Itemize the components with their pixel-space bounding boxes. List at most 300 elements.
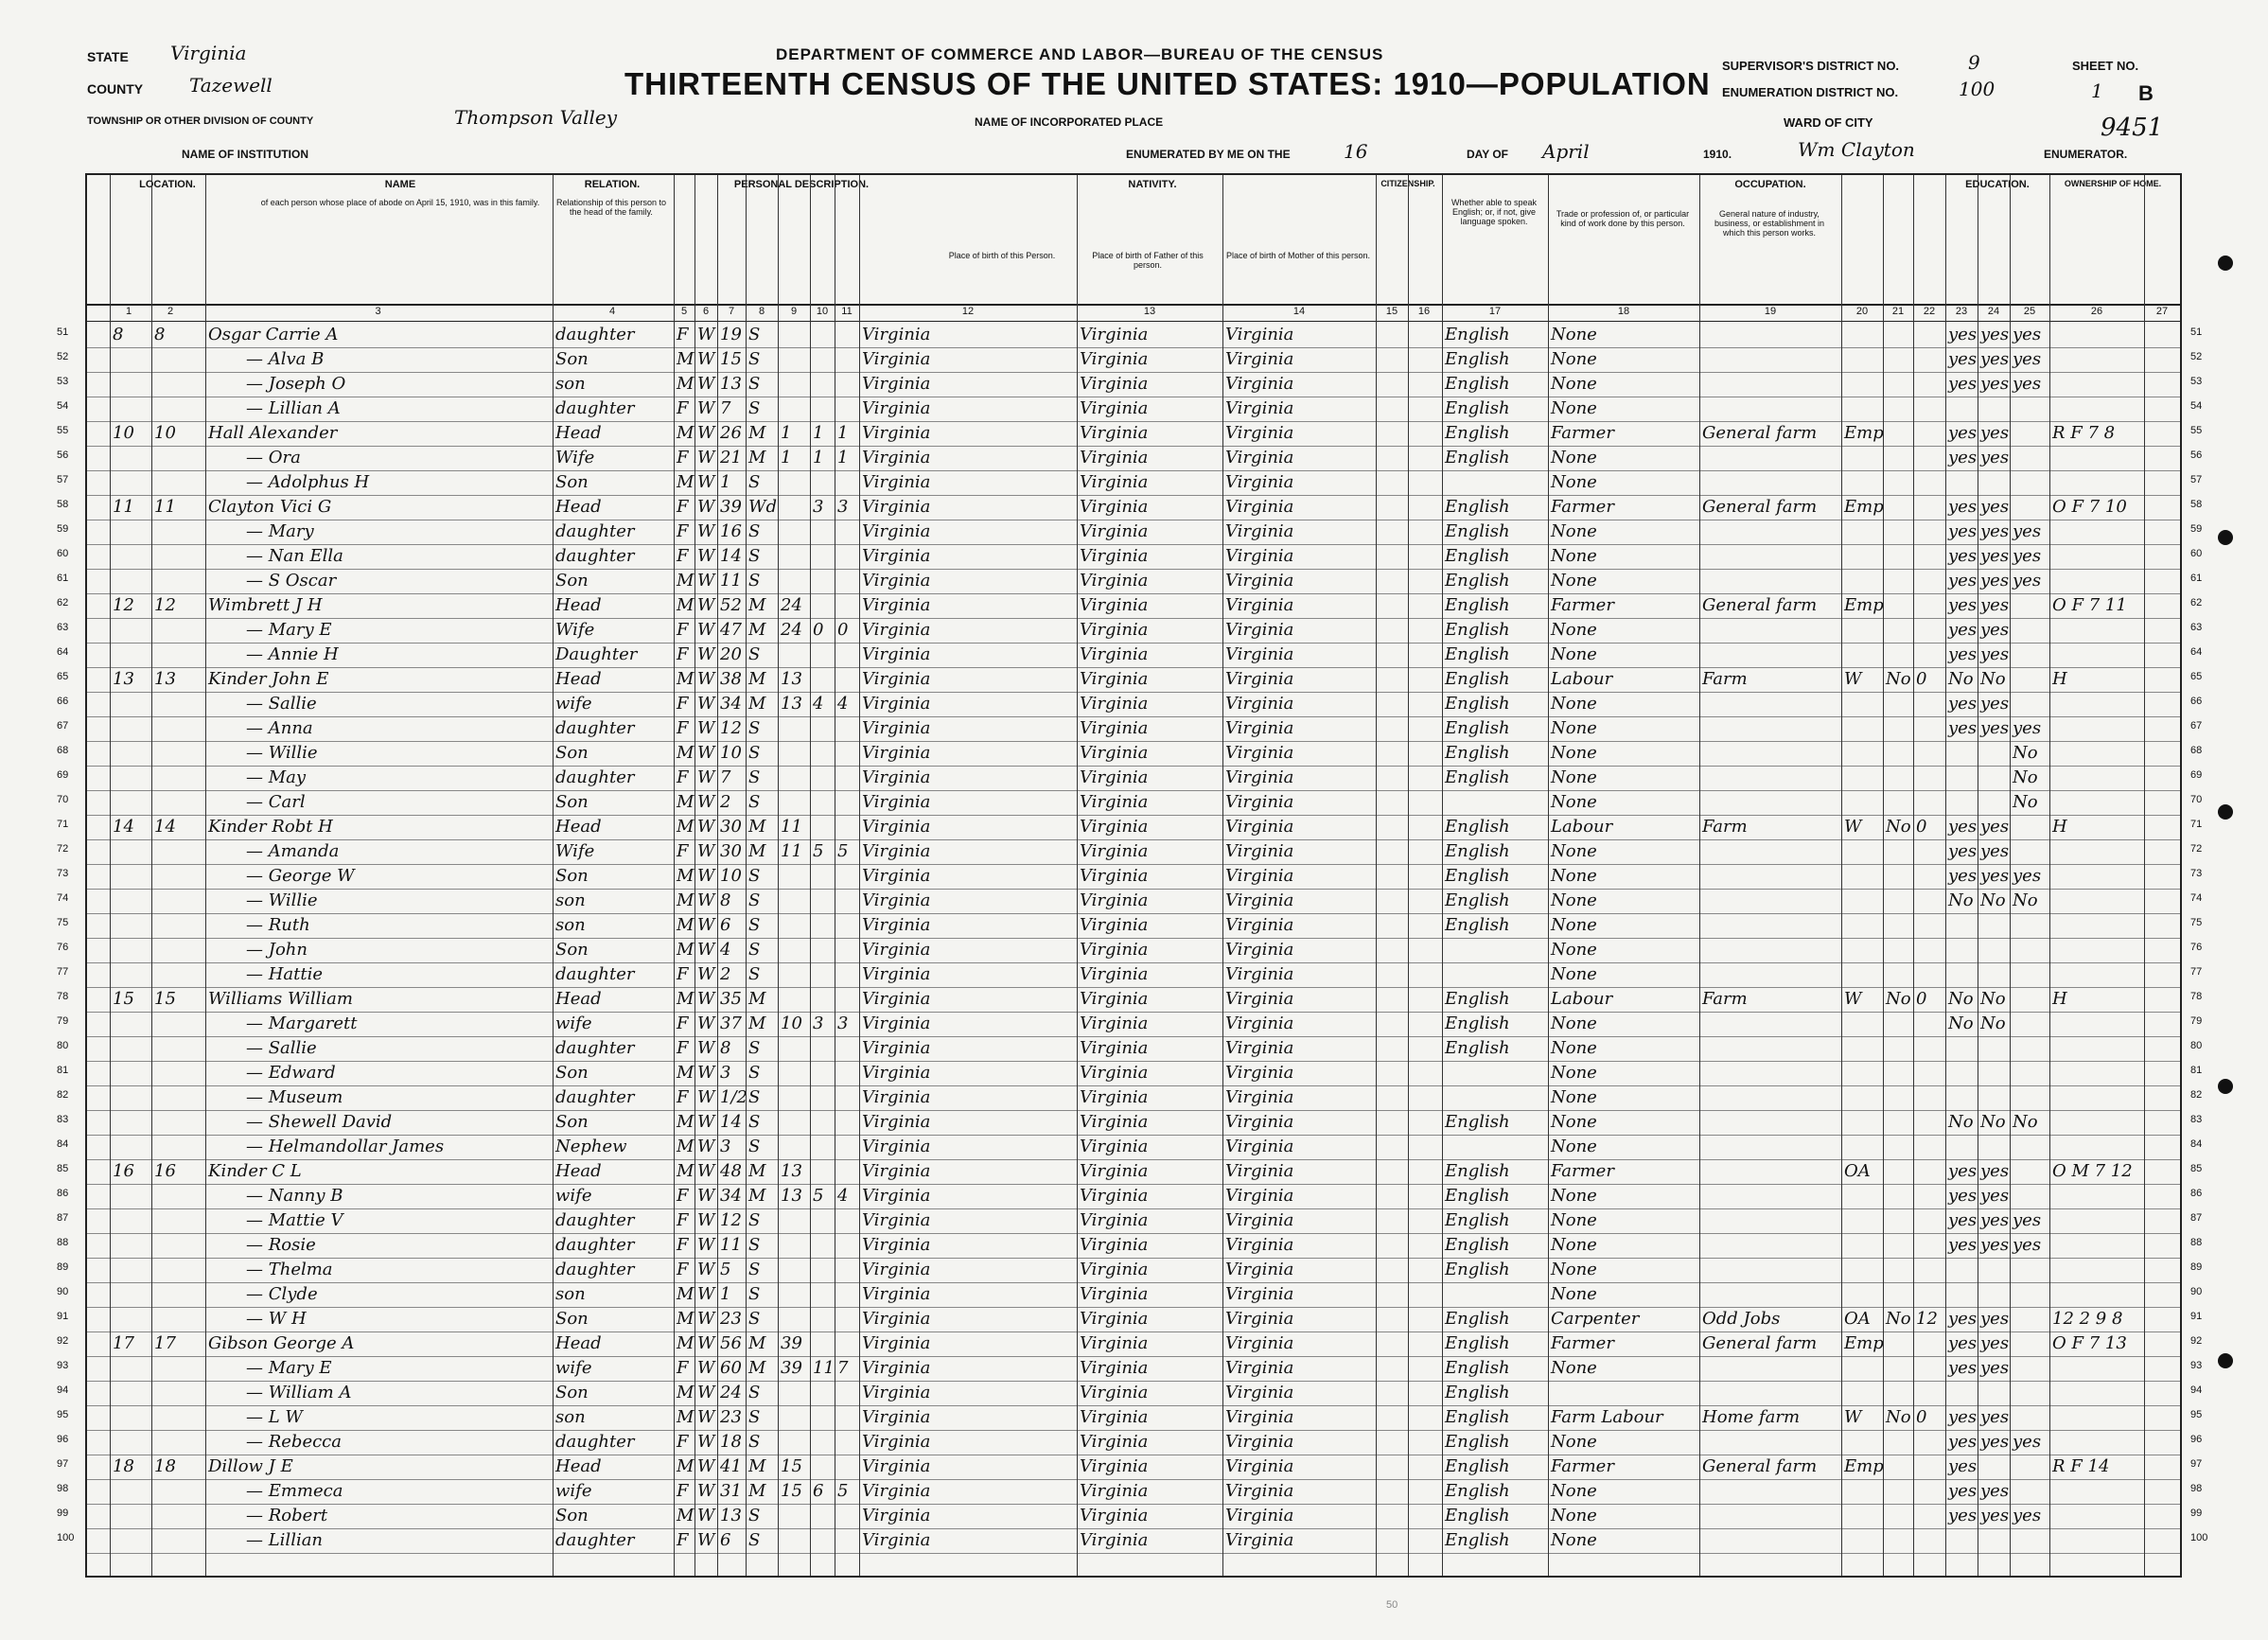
row-number: 88 — [2190, 1237, 2203, 1248]
column-divider — [1699, 175, 1700, 1576]
cell-emp — [1844, 1506, 1882, 1526]
group-citizenship: CITIZENSHIP. — [1380, 179, 1435, 188]
cell-mb: Virginia — [1225, 1087, 1294, 1107]
cell-sch: yes — [2013, 521, 2042, 541]
cell-sch: No — [2013, 767, 2038, 787]
stamp-number: 9451 — [2101, 114, 2164, 142]
cell-mb: Virginia — [1225, 694, 1294, 714]
cell-ww — [1886, 1506, 1912, 1526]
cell-name: — Sallie — [246, 1038, 317, 1058]
cell-d: 16 — [113, 1161, 134, 1181]
cell-liv — [837, 792, 858, 813]
cell-bp: Virginia — [862, 743, 931, 763]
cell-race: W — [697, 1481, 715, 1501]
cell-rel: son — [555, 1284, 586, 1304]
cell-lang: English — [1445, 1432, 1510, 1452]
cell-lang: English — [1445, 1235, 1510, 1255]
row-number: 66 — [57, 696, 69, 707]
cell-ind — [1702, 1383, 1840, 1403]
column-number: 23 — [1955, 306, 1968, 317]
row-number: 73 — [57, 868, 69, 879]
cell-ch: 6 — [813, 1481, 824, 1501]
cell-sex: F — [677, 964, 689, 984]
cell-d — [113, 1407, 147, 1428]
cell-ww — [1886, 1530, 1912, 1551]
cell-lang: English — [1445, 1530, 1510, 1550]
cell-f — [154, 1432, 188, 1453]
group-personal: PERSONAL DESCRIPTION. — [733, 179, 870, 190]
cell-ind — [1702, 398, 1840, 419]
cell-ms: S — [748, 521, 761, 541]
cell-lang: English — [1445, 1333, 1510, 1353]
cell-ww — [1886, 1358, 1912, 1379]
cell-fb: Virginia — [1080, 620, 1149, 640]
cell-ch — [813, 595, 834, 616]
cell-rel: daughter — [555, 1087, 635, 1107]
cell-emp — [1844, 325, 1882, 345]
cell-bp: Virginia — [862, 1432, 931, 1452]
table-row — [87, 1455, 2180, 1480]
cell-d: 12 — [113, 595, 134, 615]
cell-liv: 4 — [837, 1186, 849, 1206]
cell-ww — [1886, 1235, 1912, 1256]
cell-liv — [837, 1137, 858, 1157]
cell-ind — [1702, 940, 1840, 961]
cell-name: — George W — [246, 866, 355, 886]
cell-ww — [1886, 891, 1912, 911]
cell-age: 37 — [720, 1014, 742, 1033]
cell-race: W — [697, 644, 715, 664]
cell-race: W — [697, 1063, 715, 1083]
cell-occ: Farmer — [1551, 497, 1614, 517]
cell-y — [781, 1383, 809, 1403]
row-number: 67 — [57, 720, 69, 732]
cell-write: No — [1980, 1014, 2006, 1033]
cell-f — [154, 349, 188, 370]
cell-sex: F — [677, 1014, 689, 1033]
cell-fb: Virginia — [1080, 891, 1149, 910]
group-name: NAME — [384, 179, 416, 190]
cell-race: W — [697, 325, 715, 344]
cell-emp — [1844, 521, 1882, 542]
cell-bp: Virginia — [862, 472, 931, 492]
row-number: 96 — [57, 1434, 69, 1445]
cell-age: 7 — [720, 767, 731, 787]
cell-fb: Virginia — [1080, 521, 1149, 541]
cell-ww — [1886, 644, 1912, 665]
cell-occ: None — [1551, 620, 1597, 640]
row-number: 69 — [57, 769, 69, 781]
cell-own — [2052, 644, 2143, 665]
cell-sex: M — [677, 1407, 694, 1427]
cell-ind — [1702, 1137, 1840, 1157]
cell-occ: Farmer — [1551, 1333, 1614, 1353]
cell-y: 1 — [781, 448, 792, 467]
row-number: 71 — [57, 819, 69, 830]
cell-mb: Virginia — [1225, 891, 1294, 910]
cell-bp: Virginia — [862, 1309, 931, 1329]
cell-ch — [813, 1383, 834, 1403]
cell-fb: Virginia — [1080, 718, 1149, 738]
cell-age: 30 — [720, 817, 742, 837]
cell-bp: Virginia — [862, 841, 931, 861]
cell-fb: Virginia — [1080, 1014, 1149, 1033]
row-number: 97 — [57, 1458, 69, 1470]
cell-write — [1980, 1137, 2009, 1157]
cell-y — [781, 1407, 809, 1428]
cell-sch — [2013, 1358, 2048, 1379]
table-row — [87, 643, 2180, 668]
cell-f: 11 — [154, 497, 176, 517]
cell-sex: M — [677, 940, 694, 960]
cell-name: — Nanny B — [246, 1186, 343, 1206]
cell-rel: daughter — [555, 1235, 635, 1255]
cell-own — [2052, 694, 2143, 714]
table-row — [87, 1282, 2180, 1308]
cell-race: W — [697, 989, 715, 1009]
cell-liv — [837, 1260, 858, 1280]
cell-wk — [1916, 423, 1944, 444]
table-row — [87, 1208, 2180, 1234]
cell-ms: S — [748, 1038, 761, 1058]
cell-race: W — [697, 1186, 715, 1206]
cell-race: W — [697, 694, 715, 714]
cell-age: 41 — [720, 1456, 742, 1476]
row-number: 75 — [57, 917, 69, 928]
cell-ms: S — [748, 349, 761, 369]
state-value: Virginia — [170, 42, 247, 64]
cell-name: — Amanda — [246, 841, 340, 861]
cell-age: 2 — [720, 792, 731, 812]
cell-sex: F — [677, 497, 689, 517]
cell-ch — [813, 1333, 834, 1354]
cell-sch — [2013, 472, 2048, 493]
cell-name: — Rebecca — [246, 1432, 342, 1452]
row-number: 89 — [2190, 1261, 2203, 1273]
cell-mb: Virginia — [1225, 841, 1294, 861]
row-number: 53 — [57, 376, 69, 387]
column-number: 17 — [1488, 306, 1502, 317]
cell-rel: son — [555, 915, 586, 935]
cell-emp — [1844, 891, 1882, 911]
cell-ind — [1702, 1235, 1840, 1256]
cell-ww — [1886, 423, 1912, 444]
cell-wk — [1916, 743, 1944, 764]
cell-sch — [2013, 398, 2048, 419]
column-divider — [674, 175, 675, 1576]
cell-read: yes — [1948, 1456, 1978, 1476]
cell-sex: F — [677, 1260, 689, 1279]
cell-name: — Lillian A — [246, 398, 341, 418]
table-row — [87, 741, 2180, 767]
cell-ch — [813, 718, 834, 739]
cell-y: 15 — [781, 1456, 802, 1476]
row-number: 93 — [57, 1360, 69, 1371]
cell-sch — [2013, 1161, 2048, 1182]
cell-wk — [1916, 571, 1944, 591]
cell-fb: Virginia — [1080, 866, 1149, 886]
cell-d — [113, 1014, 147, 1034]
cell-ms: M — [748, 1333, 766, 1353]
institution-label: NAME OF INSTITUTION — [182, 148, 308, 161]
column-number: 18 — [1617, 306, 1630, 317]
cell-ind: Farm — [1702, 669, 1748, 689]
cell-name: — Edward — [246, 1063, 336, 1083]
row-number: 92 — [57, 1335, 69, 1347]
row-number: 97 — [2190, 1458, 2203, 1470]
cell-lang: English — [1445, 743, 1510, 763]
state-label: STATE — [87, 49, 129, 64]
cell-bp: Virginia — [862, 940, 931, 960]
cell-rel: Head — [555, 1333, 602, 1353]
row-number: 51 — [2190, 326, 2203, 338]
cell-bp: Virginia — [862, 989, 931, 1009]
cell-sex: M — [677, 1309, 694, 1329]
cell-wk — [1916, 349, 1944, 370]
cell-liv — [837, 1432, 858, 1453]
cell-fb: Virginia — [1080, 595, 1149, 615]
cell-fb: Virginia — [1080, 1506, 1149, 1525]
row-number: 59 — [57, 523, 69, 535]
cell-rel: wife — [555, 694, 592, 714]
row-number: 86 — [2190, 1188, 2203, 1199]
cell-lang: English — [1445, 891, 1510, 910]
cell-rel: son — [555, 1407, 586, 1427]
row-number: 96 — [2190, 1434, 2203, 1445]
row-number: 85 — [57, 1163, 69, 1174]
cell-y: 11 — [781, 817, 802, 837]
row-number: 86 — [57, 1188, 69, 1199]
cell-name: Clayton Vici G — [208, 497, 332, 517]
cell-own — [2052, 718, 2143, 739]
table-row — [87, 1430, 2180, 1455]
birth-person-head: Place of birth of this Person. — [948, 251, 1056, 260]
cell-fb: Virginia — [1080, 1112, 1149, 1132]
cell-read — [1948, 1284, 1977, 1305]
column-divider — [1883, 175, 1884, 1576]
cell-mb: Virginia — [1225, 1309, 1294, 1329]
cell-bp: Virginia — [862, 1260, 931, 1279]
cell-name: — Joseph O — [246, 374, 346, 394]
cell-ind — [1702, 620, 1840, 641]
cell-occ: None — [1551, 841, 1597, 861]
cell-age: 18 — [720, 1432, 742, 1452]
row-number: 63 — [2190, 622, 2203, 633]
cell-own — [2052, 964, 2143, 985]
cell-mb: Virginia — [1225, 940, 1294, 960]
cell-own — [2052, 1235, 2143, 1256]
cell-bp: Virginia — [862, 374, 931, 394]
row-number: 57 — [2190, 474, 2203, 485]
cell-liv — [837, 891, 858, 911]
cell-y — [781, 1284, 809, 1305]
column-number: 13 — [1143, 306, 1156, 317]
column-number: 27 — [2155, 306, 2169, 317]
column-divider — [1077, 175, 1078, 1576]
cell-ch — [813, 472, 834, 493]
column-number: 7 — [728, 306, 735, 317]
cell-y — [781, 546, 809, 567]
cell-bp: Virginia — [862, 423, 931, 443]
cell-rel: Head — [555, 817, 602, 837]
table-row — [87, 1528, 2180, 1554]
cell-race: W — [697, 374, 715, 394]
row-number: 84 — [57, 1138, 69, 1150]
row-number: 58 — [2190, 499, 2203, 510]
cell-emp — [1844, 1137, 1882, 1157]
cell-fb: Virginia — [1080, 423, 1149, 443]
cell-sex: F — [677, 546, 689, 566]
cell-mb: Virginia — [1225, 1063, 1294, 1083]
cell-ind — [1702, 325, 1840, 345]
cell-wk — [1916, 374, 1944, 395]
cell-mb: Virginia — [1225, 1432, 1294, 1452]
day-of-label: DAY OF — [1467, 148, 1509, 161]
cell-rel: Son — [555, 472, 589, 492]
row-number: 53 — [2190, 376, 2203, 387]
cell-occ: Farm Labour — [1551, 1407, 1663, 1427]
row-number: 63 — [57, 622, 69, 633]
table-row — [87, 1135, 2180, 1160]
cell-y — [781, 1530, 809, 1551]
cell-sex: M — [677, 349, 694, 369]
cell-write: yes — [1980, 841, 2010, 861]
name-description: of each person whose place of abode on April 15, 1910, was in this family. — [260, 198, 540, 207]
cell-d — [113, 644, 147, 665]
row-number: 58 — [57, 499, 69, 510]
cell-f — [154, 546, 188, 567]
cell-fb: Virginia — [1080, 374, 1149, 394]
cell-race: W — [697, 1432, 715, 1452]
table-row — [87, 815, 2180, 840]
cell-write — [1980, 1038, 2009, 1059]
cell-sex: M — [677, 1456, 694, 1476]
cell-read: yes — [1948, 644, 1978, 664]
cell-wk: 0 — [1916, 1407, 1927, 1427]
column-number: 9 — [790, 306, 798, 317]
cell-rel: daughter — [555, 1260, 635, 1279]
cell-race: W — [697, 349, 715, 369]
row-number: 71 — [2190, 819, 2203, 830]
cell-sex: F — [677, 718, 689, 738]
cell-sex: M — [677, 1063, 694, 1083]
column-number: 14 — [1292, 306, 1306, 317]
cell-sch: No — [2013, 891, 2038, 910]
cell-ind — [1702, 1506, 1840, 1526]
cell-d: 18 — [113, 1456, 134, 1476]
table-row — [87, 716, 2180, 742]
cell-race: W — [697, 546, 715, 566]
cell-race: W — [697, 1284, 715, 1304]
cell-lang: English — [1445, 841, 1510, 861]
cell-age: 16 — [720, 521, 742, 541]
table-row — [87, 593, 2180, 619]
cell-fb: Virginia — [1080, 1456, 1149, 1476]
cell-sch: yes — [2013, 718, 2042, 738]
township-label: TOWNSHIP OR OTHER DIVISION OF COUNTY — [87, 115, 314, 127]
cell-ms: M — [748, 1481, 766, 1501]
cell-own — [2052, 349, 2143, 370]
cell-ww — [1886, 448, 1912, 468]
cell-ch — [813, 1087, 834, 1108]
cell-mb: Virginia — [1225, 1014, 1294, 1033]
cell-lang — [1445, 1137, 1547, 1157]
cell-sch — [2013, 620, 2048, 641]
cell-sex: M — [677, 1161, 694, 1181]
cell-write — [1980, 940, 2009, 961]
cell-sch — [2013, 423, 2048, 444]
cell-ww — [1886, 620, 1912, 641]
column-number: 26 — [2090, 306, 2103, 317]
cell-sch: yes — [2013, 546, 2042, 566]
cell-mb: Virginia — [1225, 497, 1294, 517]
place-label: NAME OF INCORPORATED PLACE — [975, 115, 1164, 129]
cell-occ: None — [1551, 1112, 1597, 1132]
cell-ww — [1886, 1284, 1912, 1305]
table-row — [87, 913, 2180, 939]
table-row — [87, 987, 2180, 1013]
cell-occ: None — [1551, 1432, 1597, 1452]
cell-y — [781, 964, 809, 985]
cell-f: 12 — [154, 595, 176, 615]
cell-ww — [1886, 1063, 1912, 1084]
industry-head: General nature of industry, business, or establishment in which this person works. — [1714, 209, 1825, 238]
cell-y — [781, 1235, 809, 1256]
cell-lang: English — [1445, 718, 1510, 738]
cell-ch — [813, 1530, 834, 1551]
cell-mb: Virginia — [1225, 1456, 1294, 1476]
cell-sex: M — [677, 1506, 694, 1525]
cell-lang: English — [1445, 694, 1510, 714]
row-number: 100 — [2190, 1532, 2208, 1543]
cell-f — [154, 472, 188, 493]
row-number: 51 — [57, 326, 69, 338]
cell-ww — [1886, 915, 1912, 936]
cell-emp: Emp — [1844, 423, 1884, 443]
cell-lang — [1445, 792, 1547, 813]
census-table — [85, 173, 2182, 1578]
column-number: 4 — [608, 306, 616, 317]
cell-liv — [837, 521, 858, 542]
cell-liv — [837, 1161, 858, 1182]
cell-sex: F — [677, 1530, 689, 1550]
cell-read: yes — [1948, 349, 1978, 369]
table-row — [87, 1159, 2180, 1185]
table-row — [87, 421, 2180, 447]
cell-age: 2 — [720, 964, 731, 984]
cell-ind — [1702, 1087, 1840, 1108]
cell-wk: 0 — [1916, 669, 1927, 689]
cell-liv — [837, 374, 858, 395]
cell-sex: M — [677, 866, 694, 886]
cell-race: W — [697, 1161, 715, 1181]
cell-write — [1980, 1284, 2009, 1305]
cell-lang: English — [1445, 423, 1510, 443]
cell-rel: Son — [555, 1063, 589, 1083]
cell-f — [154, 718, 188, 739]
cell-occ: None — [1551, 1506, 1597, 1525]
cell-own — [2052, 1284, 2143, 1305]
column-number: 5 — [680, 306, 688, 317]
cell-rel: Wife — [555, 620, 595, 640]
cell-mb: Virginia — [1225, 571, 1294, 591]
cell-liv — [837, 1235, 858, 1256]
cell-ind: General farm — [1702, 497, 1818, 517]
cell-y — [781, 792, 809, 813]
cell-own: O F 7 10 — [2052, 497, 2127, 517]
cell-emp — [1844, 718, 1882, 739]
cell-age: 20 — [720, 644, 742, 664]
